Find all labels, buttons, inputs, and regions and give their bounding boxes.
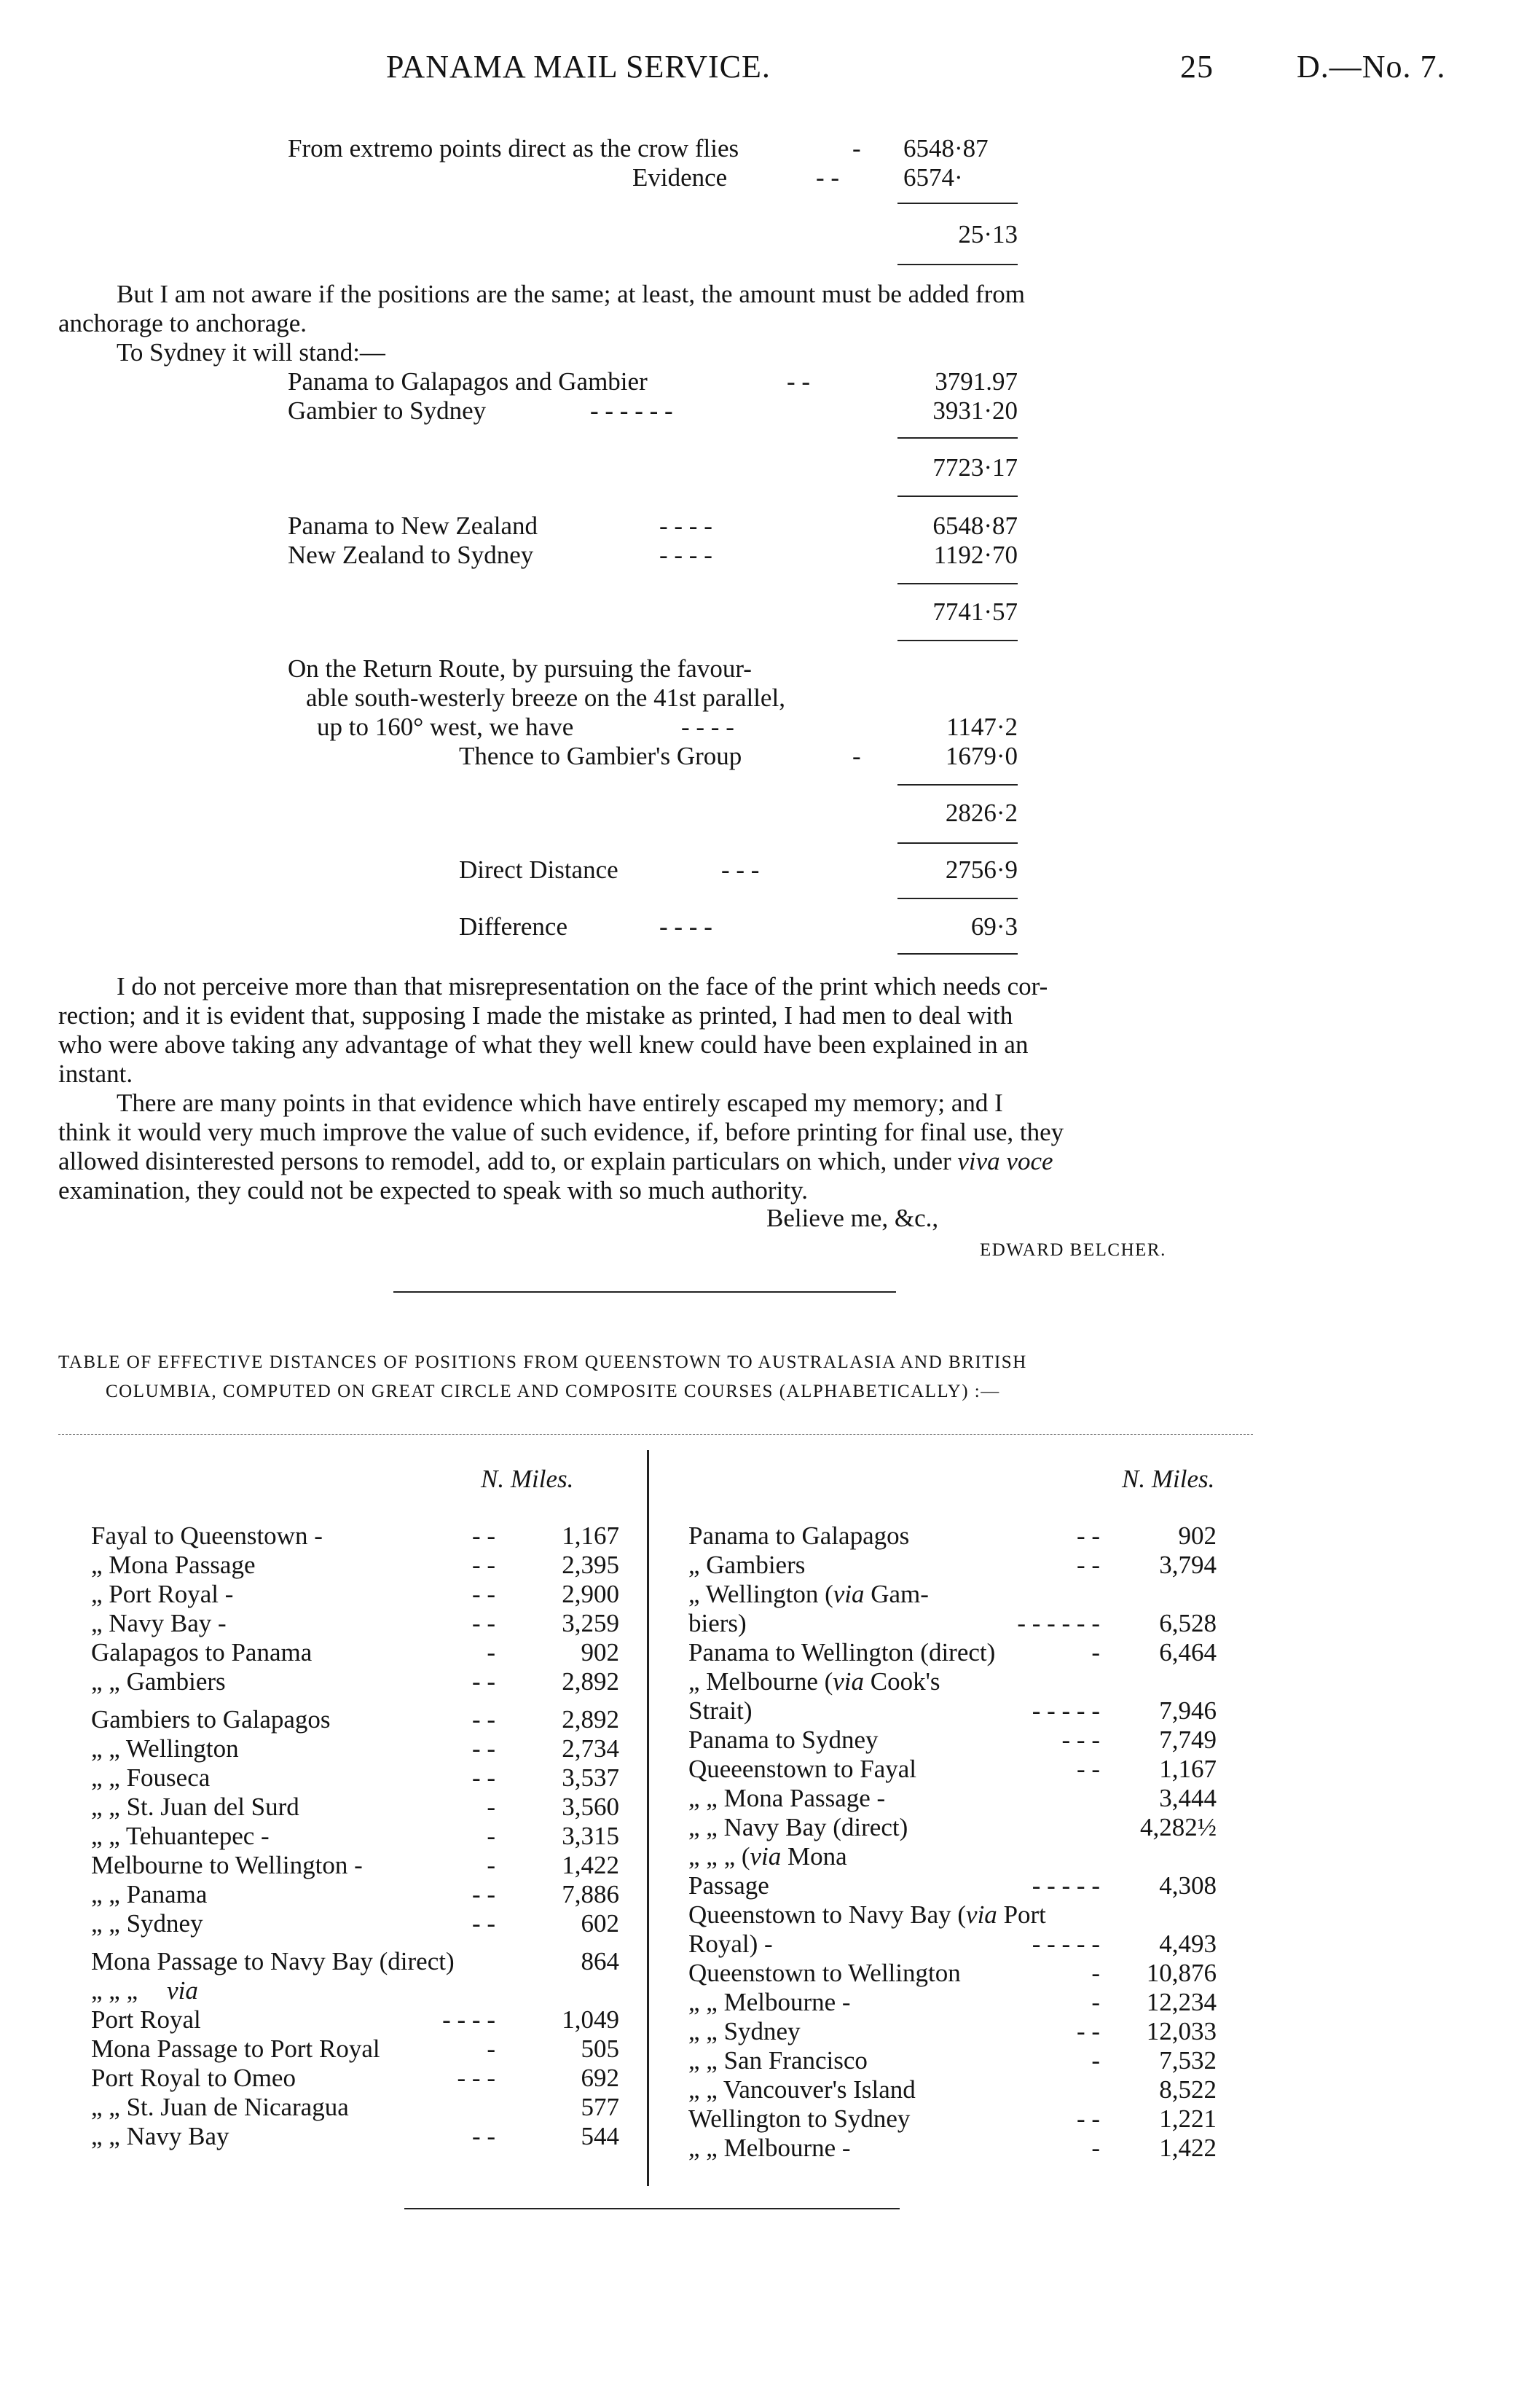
- label-italic: via: [750, 1842, 782, 1871]
- leader-dashes: - - - -: [442, 2005, 495, 2034]
- route-total: 7741·57: [932, 598, 1018, 626]
- leader-dashes: - -: [471, 1880, 495, 1908]
- table-row-value: 577: [581, 2093, 619, 2121]
- table-row-value: 7,532: [1159, 2046, 1217, 2075]
- label-italic: via: [167, 1976, 198, 2005]
- leader-dashes: -: [487, 1851, 495, 1879]
- table-row-label: [688, 1842, 847, 1871]
- return-route-line: able south-westerly breeze on the 41st parallel,: [306, 684, 785, 712]
- label-text: „ Wellington (: [688, 1580, 833, 1608]
- column-divider: [647, 1450, 649, 2186]
- document-reference: D.—No. 7.: [1297, 49, 1446, 85]
- table-row-label: [91, 1551, 256, 1580]
- label-text: „ „ Gambiers: [91, 1667, 226, 1696]
- leader-dashes: - - - - - -: [1017, 1609, 1100, 1637]
- table-row-value: 1,221: [1159, 2104, 1217, 2133]
- leader-dashes: -: [1091, 2134, 1100, 2162]
- paragraph-line: To Sydney it will stand:—: [117, 338, 385, 367]
- crow-flies-dash: -: [852, 134, 861, 162]
- table-row-label: [91, 1522, 323, 1551]
- table-row-value: 3,444: [1159, 1784, 1217, 1812]
- label-text: „ „ Wellington: [91, 1734, 239, 1763]
- evidence-value: 6574·: [903, 163, 963, 192]
- paragraph-line: But I am not aware if the positions are the same; at least, the amount must be added from: [117, 280, 1026, 308]
- signature: EDWARD BELCHER.: [980, 1240, 1166, 1260]
- label-text: Panama to Wellington (direct): [688, 1638, 996, 1667]
- table-row-label: [688, 2134, 851, 2163]
- route-dashes: - - - -: [659, 912, 712, 941]
- route-label: Thence to Gambier's Group: [459, 742, 742, 770]
- route-value: 3791.97: [935, 367, 1018, 396]
- label-text: „ „ Fouseca: [91, 1763, 211, 1792]
- label-italic: via: [966, 1900, 997, 1929]
- paragraph-text: allowed disinterested persons to remodel, add to, or explain particulars on which, under: [58, 1147, 958, 1175]
- table-row-value: 3,794: [1159, 1551, 1217, 1579]
- direct-distance-value: 2756·9: [945, 855, 1018, 884]
- leader-dashes: - - - - -: [1032, 1696, 1100, 1725]
- table-row-value: 12,033: [1146, 2017, 1217, 2045]
- table-row-label: [91, 2093, 349, 2122]
- leader-dashes: - -: [1076, 1522, 1100, 1550]
- crow-flies-label: From extremo points direct as the crow flies: [288, 134, 739, 162]
- unit-header-right: N. Miles.: [1122, 1465, 1215, 1493]
- label-text: Gambiers to Galapagos: [91, 1705, 331, 1734]
- route-label: Panama to Galapagos and Gambier: [288, 367, 648, 396]
- leader-dashes: - -: [471, 1522, 495, 1550]
- table-row-value: 4,308: [1159, 1871, 1217, 1900]
- table-row-value: 3,537: [562, 1763, 619, 1792]
- table-row-value: 902: [581, 1638, 619, 1667]
- route-value: 1147·2: [946, 713, 1018, 741]
- sum-rule: [897, 203, 1018, 204]
- table-row-value: 2,395: [562, 1551, 619, 1579]
- table-title-line: COLUMBIA, COMPUTED ON GREAT CIRCLE AND COMPOSITE COURSES (ALPHABETICALLY) :—: [106, 1382, 1000, 1401]
- table-row-label: [91, 1763, 210, 1793]
- label-text: „ „ Sydney: [688, 2017, 801, 2045]
- leader-dashes: -: [487, 1793, 495, 1821]
- table-row-label: [688, 1522, 909, 1551]
- table-row-label: [688, 2104, 910, 2134]
- difference-value: 69·3: [970, 912, 1018, 941]
- table-row-value: 6,528: [1159, 1609, 1217, 1637]
- label-text: Panama to Sydney: [688, 1726, 879, 1754]
- crow-flies-difference: 25·13: [958, 220, 1018, 248]
- paragraph-line: rection; and it is evident that, supposing I made the mistake as printed, I had men to deal with: [58, 1001, 1013, 1030]
- table-row-label: [688, 2075, 916, 2104]
- table-row-value: 3,315: [562, 1822, 619, 1850]
- leader-dashes: -: [487, 2035, 495, 2063]
- table-row-value: 2,734: [562, 1734, 619, 1763]
- sum-rule: [897, 437, 1018, 439]
- italic-term: viva voce: [957, 1147, 1053, 1175]
- label-text: „ „ „: [91, 1976, 138, 2005]
- route-dashes: - - -: [721, 855, 760, 884]
- section-divider: [393, 1291, 896, 1293]
- label-text: „ Port Royal -: [91, 1580, 234, 1608]
- sum-rule: [897, 898, 1018, 899]
- table-row-value: 505: [581, 2035, 619, 2063]
- table-row-value: 2,892: [562, 1667, 619, 1696]
- leader-dashes: - -: [471, 1609, 495, 1637]
- leader-dashes: - -: [471, 1551, 495, 1579]
- label-text: Mona: [781, 1842, 847, 1871]
- label-text: „ „ Navy Bay: [91, 2122, 229, 2150]
- table-title-line: TABLE OF EFFECTIVE DISTANCES OF POSITIONS FROM QUEENSTOWN TO AUSTRALASIA AND BRITISH: [58, 1352, 1027, 1372]
- label-text: Mona Passage to Navy Bay (direct): [91, 1947, 455, 1975]
- label-text: „ „ Melbourne -: [688, 1988, 851, 2016]
- table-row-value: 3,259: [562, 1609, 619, 1637]
- table-row-label: [91, 1609, 227, 1638]
- label-text: „ „ Melbourne -: [688, 2134, 851, 2162]
- leader-dashes: - -: [1076, 1551, 1100, 1579]
- unit-header-left: N. Miles.: [481, 1465, 574, 1493]
- leader-dashes: - -: [471, 1705, 495, 1734]
- table-row-label: [91, 2064, 296, 2093]
- table-row-label: [91, 1947, 455, 1976]
- table-row-label: [688, 1813, 908, 1842]
- label-text: Panama to Galapagos: [688, 1522, 910, 1550]
- leader-dashes: - -: [471, 1763, 495, 1792]
- table-row-label: [688, 1959, 961, 1988]
- leader-dashes: - - -: [1061, 1726, 1100, 1754]
- table-row-label: [688, 1871, 769, 1900]
- label-text: Strait): [688, 1696, 753, 1725]
- direct-distance-label: Direct Distance: [459, 855, 618, 884]
- return-route-line: On the Return Route, by pursuing the favour-: [288, 654, 752, 683]
- table-row-value: 7,946: [1159, 1696, 1217, 1725]
- table-row-value: 2,900: [562, 1580, 619, 1608]
- leader-dashes: - - -: [457, 2064, 495, 2092]
- table-row-value: 544: [581, 2122, 619, 2150]
- paragraph-line: [58, 1147, 1053, 1176]
- label-text: „ Navy Bay -: [91, 1609, 227, 1637]
- table-row-value: 7,886: [562, 1880, 619, 1908]
- label-text: „ „ Navy Bay (direct): [688, 1813, 908, 1841]
- route-total: 7723·17: [932, 453, 1018, 482]
- sum-rule: [897, 640, 1018, 641]
- table-row-value: 8,522: [1159, 2075, 1217, 2104]
- label-text: „ „ Tehuantepec -: [91, 1822, 270, 1850]
- route-dashes: - - - -: [659, 512, 712, 540]
- route-dashes: - - - - - -: [590, 396, 673, 425]
- label-text: Mona Passage to Port Royal: [91, 2035, 380, 2063]
- table-row-label: [688, 2017, 801, 2046]
- leader-dashes: - -: [1076, 2017, 1100, 2045]
- paragraph-line: think it would very much improve the value of such evidence, if, before printing for final use, they: [58, 1118, 1064, 1146]
- table-row-value: 4,493: [1159, 1930, 1217, 1958]
- paragraph-line: anchorage to anchorage.: [58, 309, 307, 337]
- return-route-line: up to 160° west, we have: [317, 713, 574, 741]
- label-text: Queeenstown to Fayal: [688, 1755, 916, 1783]
- label-text: Queenstown to Navy Bay (: [688, 1900, 967, 1929]
- table-row-label: [91, 1793, 299, 1822]
- table-row-label: [91, 1580, 233, 1609]
- table-row-label: [688, 1900, 1046, 1930]
- route-label: New Zealand to Sydney: [288, 541, 534, 569]
- table-row-label: [688, 2046, 868, 2075]
- route-dashes: - - - -: [681, 713, 734, 741]
- label-text: biers): [688, 1609, 747, 1637]
- table-row-label: [91, 2035, 380, 2064]
- paragraph-line: examination, they could not be expected to speak with so much authority.: [58, 1176, 808, 1205]
- route-total: 2826·2: [945, 799, 1018, 827]
- label-text: „ „ Sydney: [91, 1909, 203, 1938]
- table-row-value: 10,876: [1146, 1959, 1217, 1987]
- table-row-label: [688, 1784, 885, 1813]
- table-row-label: [91, 1667, 226, 1696]
- page-number: 25: [1180, 49, 1214, 85]
- leader-dashes: - -: [471, 1667, 495, 1696]
- table-row-value: 1,422: [562, 1851, 619, 1879]
- sum-rule: [897, 496, 1018, 497]
- label-text: „ „ Vancouver's Island: [688, 2075, 916, 2104]
- paragraph-line: instant.: [58, 1060, 133, 1088]
- table-row-value: 7,749: [1159, 1726, 1217, 1754]
- table-row-label: [688, 1609, 747, 1638]
- route-dashes: - -: [787, 367, 811, 396]
- table-row-label: [91, 2122, 229, 2151]
- leader-dashes: - -: [471, 1580, 495, 1608]
- label-text: „ Mona Passage: [91, 1551, 256, 1579]
- table-row-value: 2,892: [562, 1705, 619, 1734]
- paragraph-line: I do not perceive more than that misrepresentation on the face of the print which needs cor-: [117, 972, 1048, 1000]
- label-text: Gam-: [864, 1580, 929, 1608]
- table-row-value: 3,560: [562, 1793, 619, 1821]
- leader-dashes: -: [1091, 2046, 1100, 2075]
- label-text: „ „ San Francisco: [688, 2046, 868, 2075]
- route-value: 1192·70: [933, 541, 1018, 569]
- label-text: Cook's: [864, 1667, 940, 1696]
- table-row-label: [688, 1696, 752, 1726]
- difference-label: Difference: [459, 912, 567, 941]
- label-text: Port Royal to Omeo: [91, 2064, 296, 2092]
- sum-rule: [897, 953, 1018, 955]
- table-row-value: 692: [581, 2064, 619, 2092]
- crow-flies-value: 6548·87: [903, 134, 989, 162]
- leader-dashes: - -: [1076, 1755, 1100, 1783]
- table-row-value: 1,049: [562, 2005, 619, 2034]
- route-label: Gambier to Sydney: [288, 396, 487, 425]
- table-top-rule: [58, 1434, 1253, 1435]
- table-row-label: [688, 1638, 995, 1667]
- section-divider: [404, 2208, 900, 2209]
- table-row-label: [688, 1580, 929, 1609]
- table-row-label: [91, 1822, 270, 1851]
- label-text: Passage: [688, 1871, 769, 1900]
- table-row-value: 12,234: [1146, 1988, 1217, 2016]
- table-row-value: 602: [581, 1909, 619, 1938]
- label-text: „ Gambiers: [688, 1551, 806, 1579]
- table-row-value: 6,464: [1159, 1638, 1217, 1667]
- route-dashes: -: [852, 742, 861, 770]
- table-row-label: [688, 1930, 773, 1959]
- route-value: 3931·20: [932, 396, 1018, 425]
- label-text: „ „ Panama: [91, 1880, 208, 1908]
- label-text: „ „ Mona Passage -: [688, 1784, 886, 1812]
- leader-dashes: - -: [1076, 2104, 1100, 2133]
- table-row-label: [91, 1705, 331, 1734]
- table-row-label: [91, 1734, 239, 1763]
- label-text: „ „ St. Juan del Surd: [91, 1793, 299, 1821]
- table-row-label: [688, 1726, 879, 1755]
- table-row-label: [688, 1755, 916, 1784]
- route-value: 6548·87: [932, 512, 1018, 540]
- page-title: PANAMA MAIL SERVICE.: [386, 49, 771, 85]
- label-text: „ Melbourne (: [688, 1667, 833, 1696]
- table-row-label: [91, 1909, 203, 1938]
- table-row-label: [688, 1988, 851, 2017]
- sum-rule: [897, 583, 1018, 584]
- paragraph-line: who were above taking any advantage of what they well knew could have been explained in an: [58, 1030, 1029, 1059]
- table-row-value: 1,167: [562, 1522, 619, 1550]
- leader-dashes: - -: [471, 1909, 495, 1938]
- table-row-label: [91, 1880, 207, 1909]
- table-row-value: 902: [1178, 1522, 1217, 1550]
- label-text: Galapagos to Panama: [91, 1638, 313, 1667]
- label-text: Wellington to Sydney: [688, 2104, 911, 2133]
- table-row-value: 1,422: [1159, 2134, 1217, 2162]
- label-text: „ „ „ (: [688, 1842, 750, 1871]
- leader-dashes: -: [487, 1822, 495, 1850]
- leader-dashes: -: [1091, 1638, 1100, 1667]
- label-text: Fayal to Queenstown -: [91, 1522, 323, 1550]
- sum-rule: [897, 264, 1018, 265]
- leader-dashes: - - - - -: [1032, 1930, 1100, 1958]
- label-text: Queenstown to Wellington: [688, 1959, 961, 1987]
- leader-dashes: -: [1091, 1988, 1100, 2016]
- table-row-label: [688, 1667, 940, 1696]
- table-row-label: [91, 1976, 198, 2005]
- table-row-label: [688, 1551, 805, 1580]
- table-row-value: 4,282½: [1140, 1813, 1217, 1841]
- label-text: „ „ St. Juan de Nicaragua: [91, 2093, 349, 2121]
- label-text: Port Royal: [91, 2005, 201, 2034]
- table-row-label: [91, 2005, 201, 2035]
- table-row-label: [91, 1638, 312, 1667]
- leader-dashes: - - - - -: [1032, 1871, 1100, 1900]
- leader-dashes: - -: [471, 1734, 495, 1763]
- table-row-value: 864: [581, 1947, 619, 1975]
- evidence-label: Evidence: [632, 163, 728, 192]
- sum-rule: [897, 842, 1018, 844]
- route-value: 1679·0: [945, 742, 1018, 770]
- evidence-dash: - -: [816, 163, 840, 192]
- label-italic: via: [833, 1580, 865, 1608]
- table-row-value: 1,167: [1159, 1755, 1217, 1783]
- label-italic: via: [833, 1667, 865, 1696]
- leader-dashes: -: [487, 1638, 495, 1667]
- table-row-label: [91, 1851, 363, 1880]
- sum-rule: [897, 784, 1018, 786]
- leader-dashes: -: [1091, 1959, 1100, 1987]
- route-label: Panama to New Zealand: [288, 512, 538, 540]
- leader-dashes: - -: [471, 2122, 495, 2150]
- route-dashes: - - - -: [659, 541, 712, 569]
- closing: Believe me, &c.,: [766, 1204, 939, 1232]
- paragraph-line: There are many points in that evidence which have entirely escaped my memory; and I: [117, 1089, 1003, 1117]
- label-text: Port: [997, 1900, 1046, 1929]
- label-text: Royal) -: [688, 1930, 773, 1958]
- label-text: Melbourne to Wellington -: [91, 1851, 363, 1879]
